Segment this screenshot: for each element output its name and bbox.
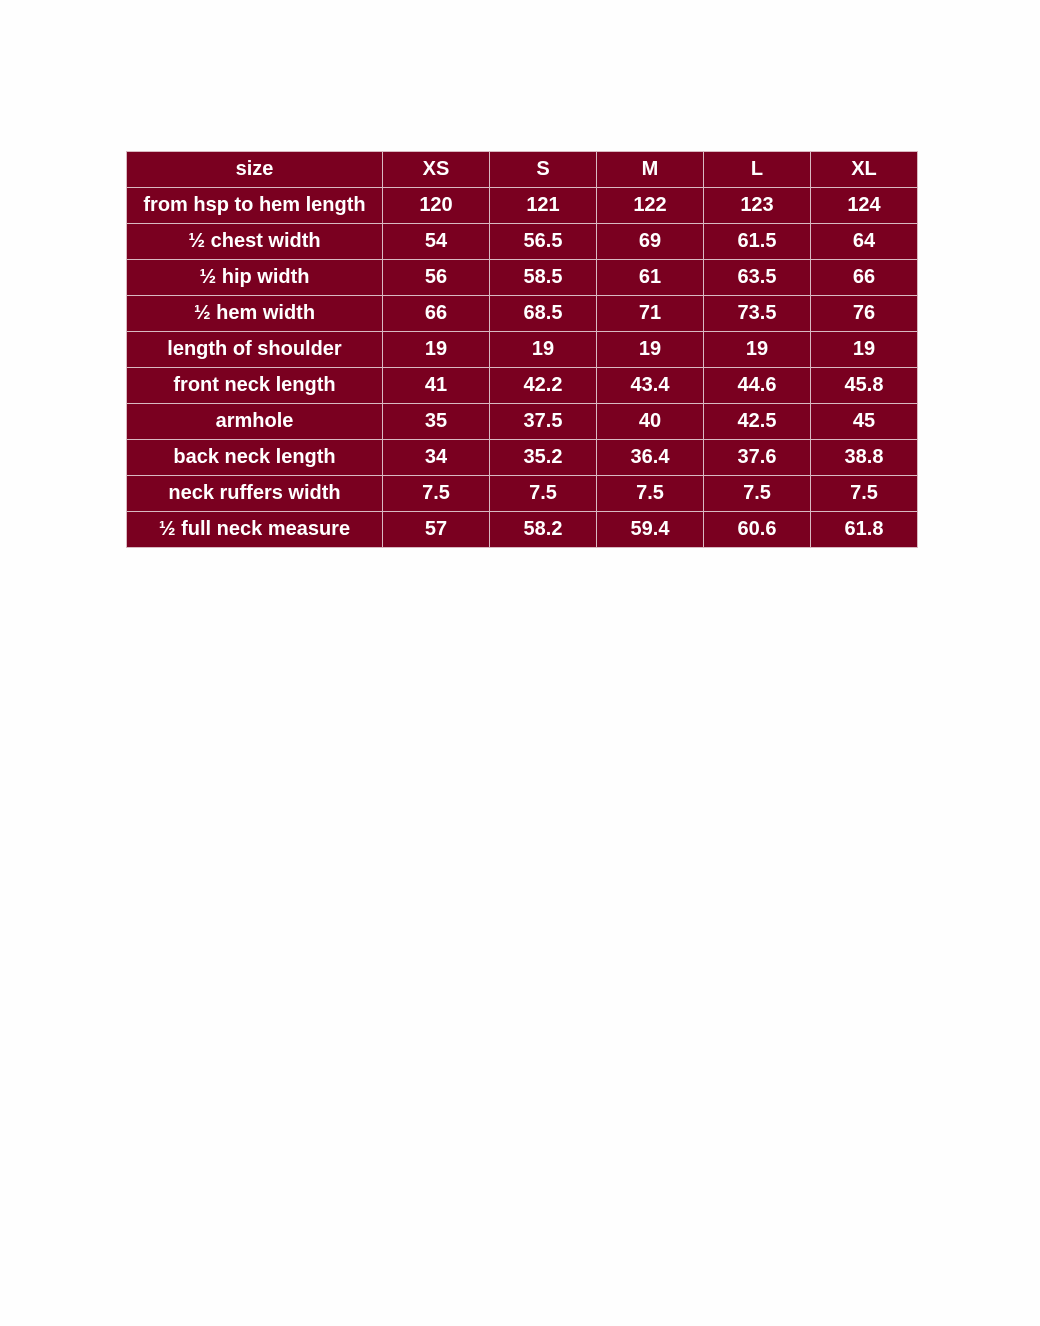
table-row bbox=[127, 260, 918, 296]
table-cell: 37.6 bbox=[704, 440, 811, 476]
table-row bbox=[127, 332, 918, 368]
header-cell: S bbox=[490, 152, 597, 188]
table-cell: 56 bbox=[383, 260, 490, 296]
table-row bbox=[127, 404, 918, 440]
header-cell: XS bbox=[383, 152, 490, 188]
table-cell: 37.5 bbox=[490, 404, 597, 440]
table-row bbox=[127, 296, 918, 332]
table-cell: 40 bbox=[597, 404, 704, 440]
table-cell: 69 bbox=[597, 224, 704, 260]
table-cell: 56.5 bbox=[490, 224, 597, 260]
table-row bbox=[127, 368, 918, 404]
table-cell: 34 bbox=[383, 440, 490, 476]
table-cell: 19 bbox=[597, 332, 704, 368]
table-cell: 123 bbox=[704, 188, 811, 224]
table-cell: 35 bbox=[383, 404, 490, 440]
table-cell: 42.2 bbox=[490, 368, 597, 404]
table-row bbox=[127, 476, 918, 512]
table-cell: 44.6 bbox=[704, 368, 811, 404]
row-label: from hsp to hem length bbox=[127, 188, 383, 224]
header-cell: L bbox=[704, 152, 811, 188]
table-row bbox=[127, 188, 918, 224]
table-cell: 121 bbox=[490, 188, 597, 224]
table-cell: 59.4 bbox=[597, 512, 704, 548]
table-cell: 71 bbox=[597, 296, 704, 332]
size-chart-body bbox=[127, 152, 918, 548]
table-cell: 7.5 bbox=[597, 476, 704, 512]
table-cell: 57 bbox=[383, 512, 490, 548]
header-cell: size bbox=[127, 152, 383, 188]
table-cell: 35.2 bbox=[490, 440, 597, 476]
size-chart-table bbox=[126, 151, 918, 548]
table-cell: 61.8 bbox=[811, 512, 918, 548]
table-cell: 61 bbox=[597, 260, 704, 296]
table-cell: 7.5 bbox=[383, 476, 490, 512]
table-cell: 58.2 bbox=[490, 512, 597, 548]
row-label: ½ hem width bbox=[127, 296, 383, 332]
header-cell: XL bbox=[811, 152, 918, 188]
table-cell: 66 bbox=[811, 260, 918, 296]
table-cell: 124 bbox=[811, 188, 918, 224]
table-cell: 19 bbox=[490, 332, 597, 368]
table-cell: 60.6 bbox=[704, 512, 811, 548]
table-cell: 54 bbox=[383, 224, 490, 260]
row-label: front neck length bbox=[127, 368, 383, 404]
row-label: ½ chest width bbox=[127, 224, 383, 260]
table-cell: 45 bbox=[811, 404, 918, 440]
row-label: ½ full neck measure bbox=[127, 512, 383, 548]
table-cell: 41 bbox=[383, 368, 490, 404]
table-cell: 122 bbox=[597, 188, 704, 224]
table-cell: 45.8 bbox=[811, 368, 918, 404]
table-cell: 38.8 bbox=[811, 440, 918, 476]
row-label: armhole bbox=[127, 404, 383, 440]
table-cell: 19 bbox=[383, 332, 490, 368]
table-cell: 68.5 bbox=[490, 296, 597, 332]
table-cell: 7.5 bbox=[704, 476, 811, 512]
table-row bbox=[127, 440, 918, 476]
table-cell: 7.5 bbox=[490, 476, 597, 512]
table-cell: 7.5 bbox=[811, 476, 918, 512]
table-cell: 58.5 bbox=[490, 260, 597, 296]
table-cell: 73.5 bbox=[704, 296, 811, 332]
row-label: length of shoulder bbox=[127, 332, 383, 368]
table-cell: 19 bbox=[811, 332, 918, 368]
table-cell: 120 bbox=[383, 188, 490, 224]
table-cell: 64 bbox=[811, 224, 918, 260]
table-cell: 42.5 bbox=[704, 404, 811, 440]
table-cell: 36.4 bbox=[597, 440, 704, 476]
table-cell: 43.4 bbox=[597, 368, 704, 404]
table-cell: 63.5 bbox=[704, 260, 811, 296]
table-row bbox=[127, 224, 918, 260]
table-row bbox=[127, 512, 918, 548]
header-row bbox=[127, 152, 918, 188]
row-label: back neck length bbox=[127, 440, 383, 476]
row-label: ½ hip width bbox=[127, 260, 383, 296]
row-label: neck ruffers width bbox=[127, 476, 383, 512]
table-cell: 66 bbox=[383, 296, 490, 332]
header-cell: M bbox=[597, 152, 704, 188]
table-cell: 19 bbox=[704, 332, 811, 368]
table-cell: 61.5 bbox=[704, 224, 811, 260]
table-cell: 76 bbox=[811, 296, 918, 332]
